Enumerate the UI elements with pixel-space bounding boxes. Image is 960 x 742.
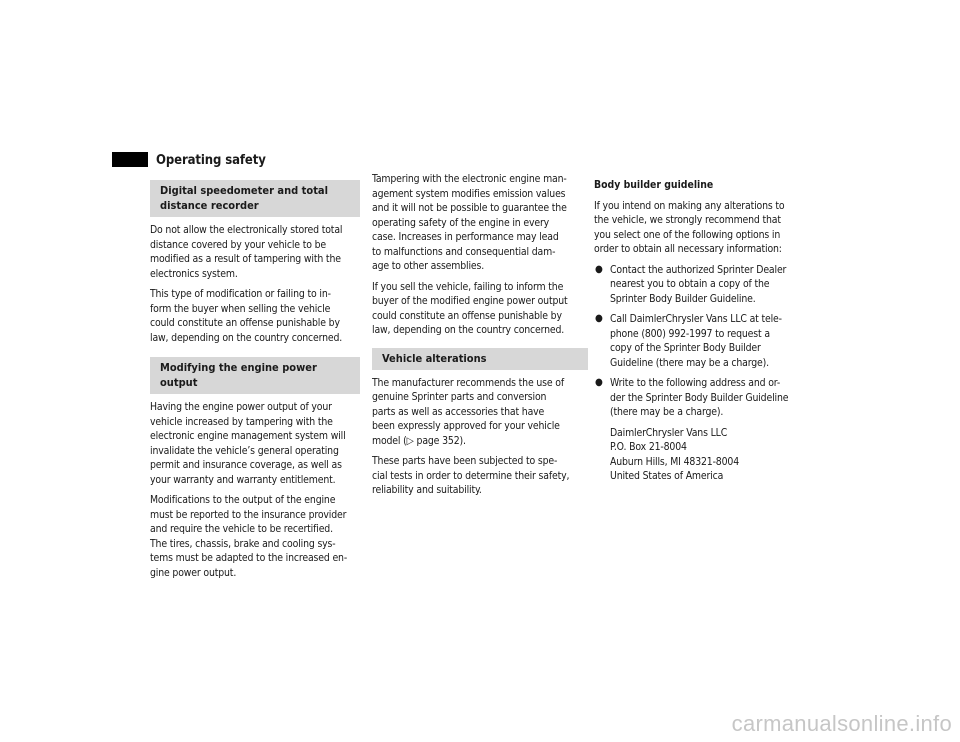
paragraph-engine-modifications: Modifications to the output of the engine must be reported to the insurance provider and require the vehicle to be recertified. The tires, chassis, brake and cooling sys- tems must be adapted to the increased en- gine power output. bbox=[150, 494, 348, 579]
bullet-icon: ● bbox=[595, 377, 603, 388]
section-title: Operating safety bbox=[156, 153, 266, 168]
bullet-icon: ● bbox=[595, 263, 603, 275]
paragraph-emission-tampering: Tampering with the electronic engine man- agement system modifies emission values and it will not be possible to guarantee the operating safety of the engine in every case. Increases in performance may lead to malfunctions and consequential dam- age to other assemblies. bbox=[372, 173, 567, 272]
column-3 bbox=[594, 178, 810, 484]
heading-line: distance recorder bbox=[160, 199, 259, 212]
list-item-call-daimlerchrysler: ● Call DaimlerChrysler Vans LLC at tele- phone (800) 992-1997 to request a copy of the Sprinter Body Builder Guideline (there may be a charge). bbox=[595, 313, 782, 369]
heading-engine-power: Modifying the engine power output bbox=[150, 357, 360, 394]
paragraph-odometer-tampering: Do not allow the electronically stored total distance covered by your vehicle to be modified as a result of tampering with the electronics system. bbox=[150, 224, 343, 280]
paragraph-alterations-intro: If you intend on making any alterations to the vehicle, we strongly recommend that you select one of the following options in order to obtain all necessary information: bbox=[594, 199, 785, 255]
page-tab-marker bbox=[112, 152, 148, 167]
list-item-write-address: ● Write to the following address and or- der the Sprinter Body Builder Guideline (there may be a charge). bbox=[595, 377, 789, 418]
paragraph-sale-warning: If you sell the vehicle, failing to inform the buyer of the modified engine power output could constitute an offense punishable by law, depending on the country concerned. bbox=[372, 280, 568, 336]
paragraph-offense-warning: This type of modification or failing to in- form the buyer when selling the vehicle could constitute an offense punishable by law, depending on the country concerned. bbox=[150, 288, 343, 344]
bullet-icon: ● bbox=[595, 313, 603, 324]
paragraph-engine-power-increase: Having the engine power output of your vehicle increased by tampering with the electronic engine management system will invalidate the vehicle’s general operating permit and insurance coverage, as well as your warranty and warranty entitlement. bbox=[150, 401, 346, 486]
heading-vehicle-alterations: Vehicle alterations bbox=[372, 348, 588, 370]
paragraph-genuine-parts: The manufacturer recommends the use of genuine Sprinter parts and conversion parts as well as accessories that have been expressly approved for your vehicle model (▷ page 352). bbox=[372, 376, 564, 447]
column-2 bbox=[372, 172, 588, 504]
heading-body-builder-guideline: Body builder guideline bbox=[594, 179, 714, 191]
mailing-address: DaimlerChrysler Vans LLC P.O. Box 21-8004 Auburn Hills, MI 48321-8004 United States of America bbox=[610, 426, 739, 482]
column-1 bbox=[150, 178, 360, 586]
heading-line: Digital speedometer and total bbox=[160, 184, 328, 197]
paragraph-parts-testing: These parts have been subjected to spe- cial tests in order to determine their safety, reliability and suitability. bbox=[372, 455, 570, 496]
list-item-contact-dealer: ● Contact the authorized Sprinter Dealer nearest you to obtain a copy of the Sprinter Body Builder Guideline. bbox=[595, 263, 787, 305]
watermark-url: carmanualsonline.info bbox=[731, 711, 952, 736]
heading-digital-speedometer bbox=[150, 180, 360, 217]
